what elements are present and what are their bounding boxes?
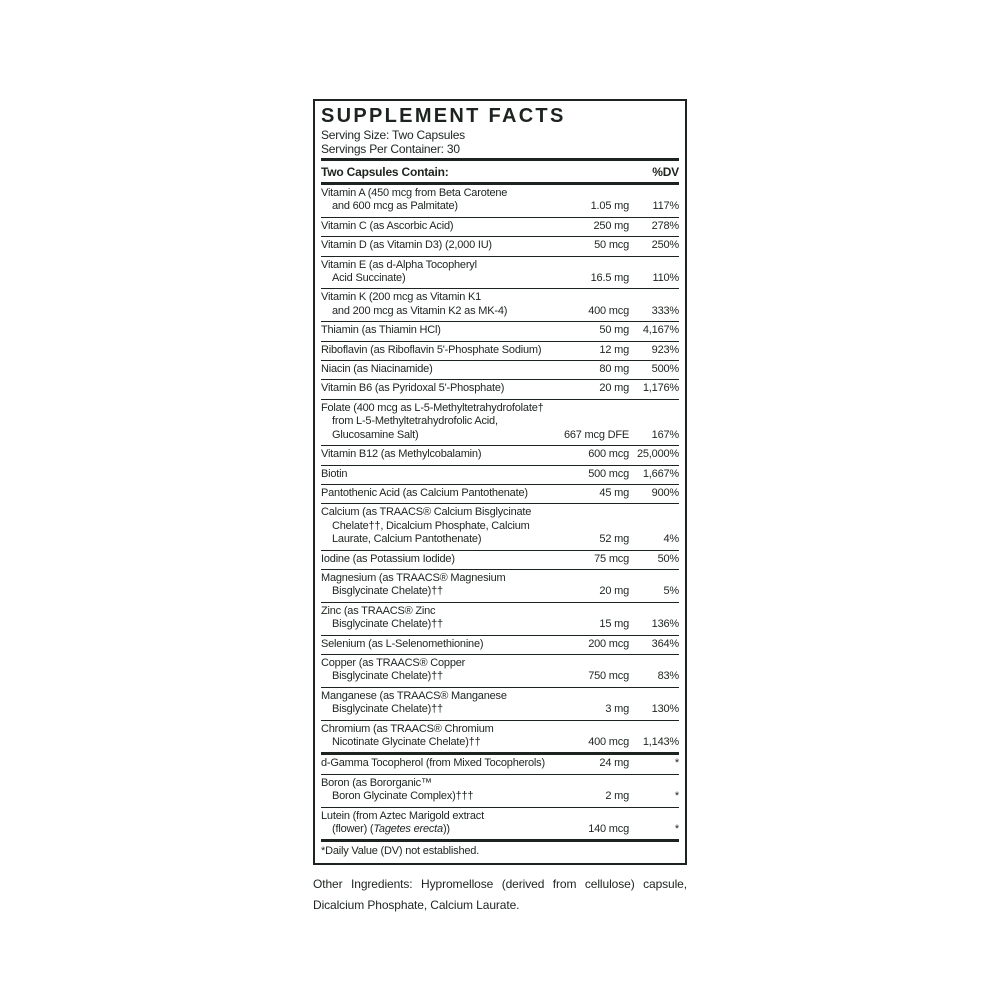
nutrient-dv: 250% — [651, 239, 679, 252]
nutrient-amount: 140 mcg — [588, 823, 629, 836]
nutrient-name-line: Lutein (from Aztec Marigold extract — [321, 809, 484, 822]
nutrient-name-line: Magnesium (as TRAACS® Magnesium — [321, 571, 506, 584]
nutrient-row — [321, 399, 679, 445]
nutrient-dv: 500% — [651, 363, 679, 376]
nutrient-name-line: Chelate††, Dicalcium Phosphate, Calcium — [332, 519, 530, 532]
nutrient-dv: 4% — [663, 533, 679, 546]
nutrient-amount: 200 mcg — [588, 637, 629, 650]
nutrient-name-line: Riboflavin (as Riboflavin 5'-Phosphate Sodium) — [321, 343, 542, 356]
nutrient-name-line: Bisglycinate Chelate)†† — [332, 618, 443, 631]
table-header-dv: %DV — [652, 165, 679, 179]
nutrient-name — [321, 638, 549, 651]
nutrient-name — [321, 572, 549, 599]
nutrient-name-line: Niacin (as Niacinamide) — [321, 363, 433, 376]
nutrient-name — [321, 291, 549, 318]
nutrient-name — [321, 220, 549, 233]
nutrient-amount: 50 mcg — [594, 239, 629, 252]
nutrient-amount: 15 mg — [599, 618, 629, 631]
nutrient-amount: 400 mcg — [588, 304, 629, 317]
nutrient-row — [321, 569, 679, 602]
nutrient-row — [321, 185, 679, 217]
supplement-facts-title: SUPPLEMENT FACTS — [321, 105, 566, 127]
nutrient-dv: 333% — [651, 304, 679, 317]
nutrient-amount: 75 mcg — [594, 552, 629, 565]
nutrient-name — [321, 810, 549, 837]
nutrient-amount: 3 mg — [605, 703, 629, 716]
nutrient-name — [321, 363, 549, 376]
nutrient-name-line: Glucosamine Salt) — [332, 428, 419, 441]
nutrient-row — [321, 465, 679, 484]
nutrient-name — [321, 657, 549, 684]
nutrient-amount: 667 mcg DFE — [563, 428, 629, 441]
other-ingredients-text: Other Ingredients: Hypromellose (derived from cellulose) capsule, Dicalcium Phosphate, Calcium Laurate. — [313, 876, 687, 912]
nutrient-name — [321, 506, 549, 546]
table-header-row — [321, 161, 679, 182]
nutrient-dv: 136% — [651, 618, 679, 631]
nutrient-name-line: Vitamin B12 (as Methylcobalamin) — [321, 448, 482, 461]
nutrient-amount: 1.05 mg — [590, 200, 629, 213]
nutrient-name-line: Selenium (as L-Selenomethionine) — [321, 637, 484, 650]
nutrient-dv: 83% — [657, 670, 679, 683]
table-header-left: Two Capsules Contain: — [321, 165, 449, 179]
nutrient-name-line: (flower) (Tagetes erecta)) — [332, 823, 450, 836]
nutrient-row — [321, 341, 679, 360]
nutrient-name-line: Laurate, Calcium Pantothenate) — [332, 533, 482, 546]
nutrient-amount: 500 mcg — [588, 467, 629, 480]
nutrient-amount: 24 mg — [599, 757, 629, 770]
servings-per-container-text: Servings Per Container: 30 — [321, 142, 460, 156]
nutrient-rows — [321, 185, 679, 752]
nutrient-name — [321, 553, 549, 566]
nutrient-dv: 110% — [652, 272, 679, 285]
nutrient-amount: 16.5 mg — [590, 272, 629, 285]
nutrient-row — [321, 445, 679, 464]
nutrient-dv: 50% — [657, 552, 679, 565]
nutrient-amount: 50 mg — [599, 324, 629, 337]
nutrient-name-line: Manganese (as TRAACS® Manganese — [321, 689, 507, 702]
nutrient-dv: * — [674, 790, 679, 803]
nutrient-name — [321, 382, 549, 395]
nutrient-name-line: Folate (400 mcg as L-5-Methyltetrahydrofolate† — [321, 401, 544, 414]
nutrient-row — [321, 503, 679, 549]
nutrient-dv: 278% — [651, 219, 679, 232]
nutrient-name — [321, 468, 549, 481]
nutrient-name-line: Bisglycinate Chelate)†† — [332, 703, 443, 716]
nutrient-name-line: from L-5-Methyltetrahydrofolic Acid, — [332, 415, 498, 428]
nutrient-amount: 12 mg — [599, 343, 629, 356]
nutrient-name — [321, 259, 549, 286]
nutrient-name-line: Iodine (as Potassium Iodide) — [321, 552, 455, 565]
nutrient-name-line: and 600 mcg as Palmitate) — [332, 200, 458, 213]
nutrient-name-line: Copper (as TRAACS® Copper — [321, 656, 466, 669]
nutrient-row — [321, 687, 679, 720]
nutrient-name-line: Chromium (as TRAACS® Chromium — [321, 722, 494, 735]
nutrient-dv: 923% — [651, 343, 679, 356]
nutrient-name-line: Nicotinate Glycinate Chelate)†† — [332, 736, 481, 748]
nutrient-row — [321, 256, 679, 289]
nutrient-amount: 750 mcg — [588, 670, 629, 683]
nutrient-dv: 364% — [651, 637, 679, 650]
nutrient-row — [321, 635, 679, 654]
nutrient-name-line: Boron Glycinate Complex)††† — [332, 790, 474, 803]
nutrient-name-line: Vitamin C (as Ascorbic Acid) — [321, 219, 454, 232]
nutrient-dv: 25,000% — [636, 448, 679, 461]
nutrient-dv: 1,143% — [642, 736, 679, 748]
nutrient-name — [321, 448, 549, 461]
nutrient-name — [321, 402, 549, 442]
nutrient-dv: 5% — [663, 585, 679, 598]
nutrient-name — [321, 690, 549, 717]
nutrient-name — [321, 487, 549, 500]
nutrient-dv: 130% — [651, 703, 679, 716]
nutrient-dv: 1,176% — [642, 382, 679, 395]
nutrient-name-line: and 200 mcg as Vitamin K2 as MK-4) — [332, 304, 508, 317]
nutrient-row — [321, 217, 679, 236]
nutrient-dv: 1,667% — [642, 467, 679, 480]
nutrient-name-line: d-Gamma Tocopherol (from Mixed Tocopherols) — [321, 757, 545, 770]
nutrient-row — [321, 379, 679, 398]
nutrient-row — [321, 550, 679, 569]
nutrient-row — [321, 720, 679, 753]
nutrient-name-line: Pantothenic Acid (as Calcium Pantothenate) — [321, 486, 528, 499]
serving-size-text: Serving Size: Two Capsules — [321, 128, 465, 142]
nutrient-amount: 52 mg — [599, 533, 629, 546]
nutrient-name-line: Acid Succinate) — [332, 272, 406, 285]
nutrient-amount: 20 mg — [599, 382, 629, 395]
nutrient-name — [321, 777, 549, 804]
nutrient-amount: 250 mg — [593, 219, 629, 232]
nutrient-amount: 80 mg — [599, 363, 629, 376]
nutrient-row — [321, 288, 679, 321]
nutrient-row — [321, 236, 679, 255]
nutrient-name — [321, 324, 549, 337]
nutrient-name-line: Thiamin (as Thiamin HCl) — [321, 324, 441, 337]
nutrient-row — [321, 484, 679, 503]
nutrient-row — [321, 602, 679, 635]
nutrient-name-line: Vitamin D (as Vitamin D3) (2,000 IU) — [321, 239, 492, 252]
nutrient-row — [321, 321, 679, 340]
daily-value-note: *Daily Value (DV) not established. — [321, 845, 480, 858]
nutrient-row — [321, 774, 679, 807]
nutrient-name-line: Zinc (as TRAACS® Zinc — [321, 604, 436, 617]
nutrient-row — [321, 360, 679, 379]
nutrient-amount: 20 mg — [599, 585, 629, 598]
nutrient-name-line: Calcium (as TRAACS® Calcium Bisglycinate — [321, 506, 532, 519]
nutrient-name — [321, 723, 549, 750]
nutrient-name — [321, 187, 549, 214]
nutrient-dv: * — [674, 823, 679, 836]
nutrient-dv: 167% — [651, 428, 679, 441]
nutrient-name-line: Boron (as Bororganic™ — [321, 776, 432, 789]
nutrient-name — [321, 757, 549, 770]
nutrient-name-line: Vitamin K (200 mcg as Vitamin K1 — [321, 291, 482, 304]
nutrient-amount: 600 mcg — [588, 448, 629, 461]
nutrient-name — [321, 239, 549, 252]
nutrient-amount: 2 mg — [605, 790, 629, 803]
nutrient-name-line: Bisglycinate Chelate)†† — [332, 585, 443, 598]
nutrient-dv: 4,167% — [642, 324, 679, 337]
nutrient-row — [321, 654, 679, 687]
nutrient-name-line: Vitamin B6 (as Pyridoxal 5'-Phosphate) — [321, 382, 505, 395]
nutrient-name — [321, 344, 549, 357]
nutrient-dv: * — [674, 757, 679, 770]
nutrient-name-line: Vitamin E (as d-Alpha Tocopheryl — [321, 258, 477, 271]
nutrient-dv: 117% — [652, 200, 679, 213]
supplement-facts-panel — [313, 99, 687, 865]
nutrient-name-line: Biotin — [321, 467, 348, 480]
footnote-nutrient-rows — [321, 755, 679, 839]
nutrient-name — [321, 605, 549, 632]
nutrient-amount: 400 mcg — [588, 736, 629, 748]
nutrient-name-line: Vitamin A (450 mcg from Beta Carotene — [321, 187, 508, 199]
nutrient-row — [321, 755, 679, 773]
nutrient-row — [321, 807, 679, 840]
nutrient-dv: 900% — [651, 486, 679, 499]
label-column — [313, 99, 687, 916]
nutrient-amount: 45 mg — [599, 486, 629, 499]
nutrient-name-line: Bisglycinate Chelate)†† — [332, 670, 443, 683]
